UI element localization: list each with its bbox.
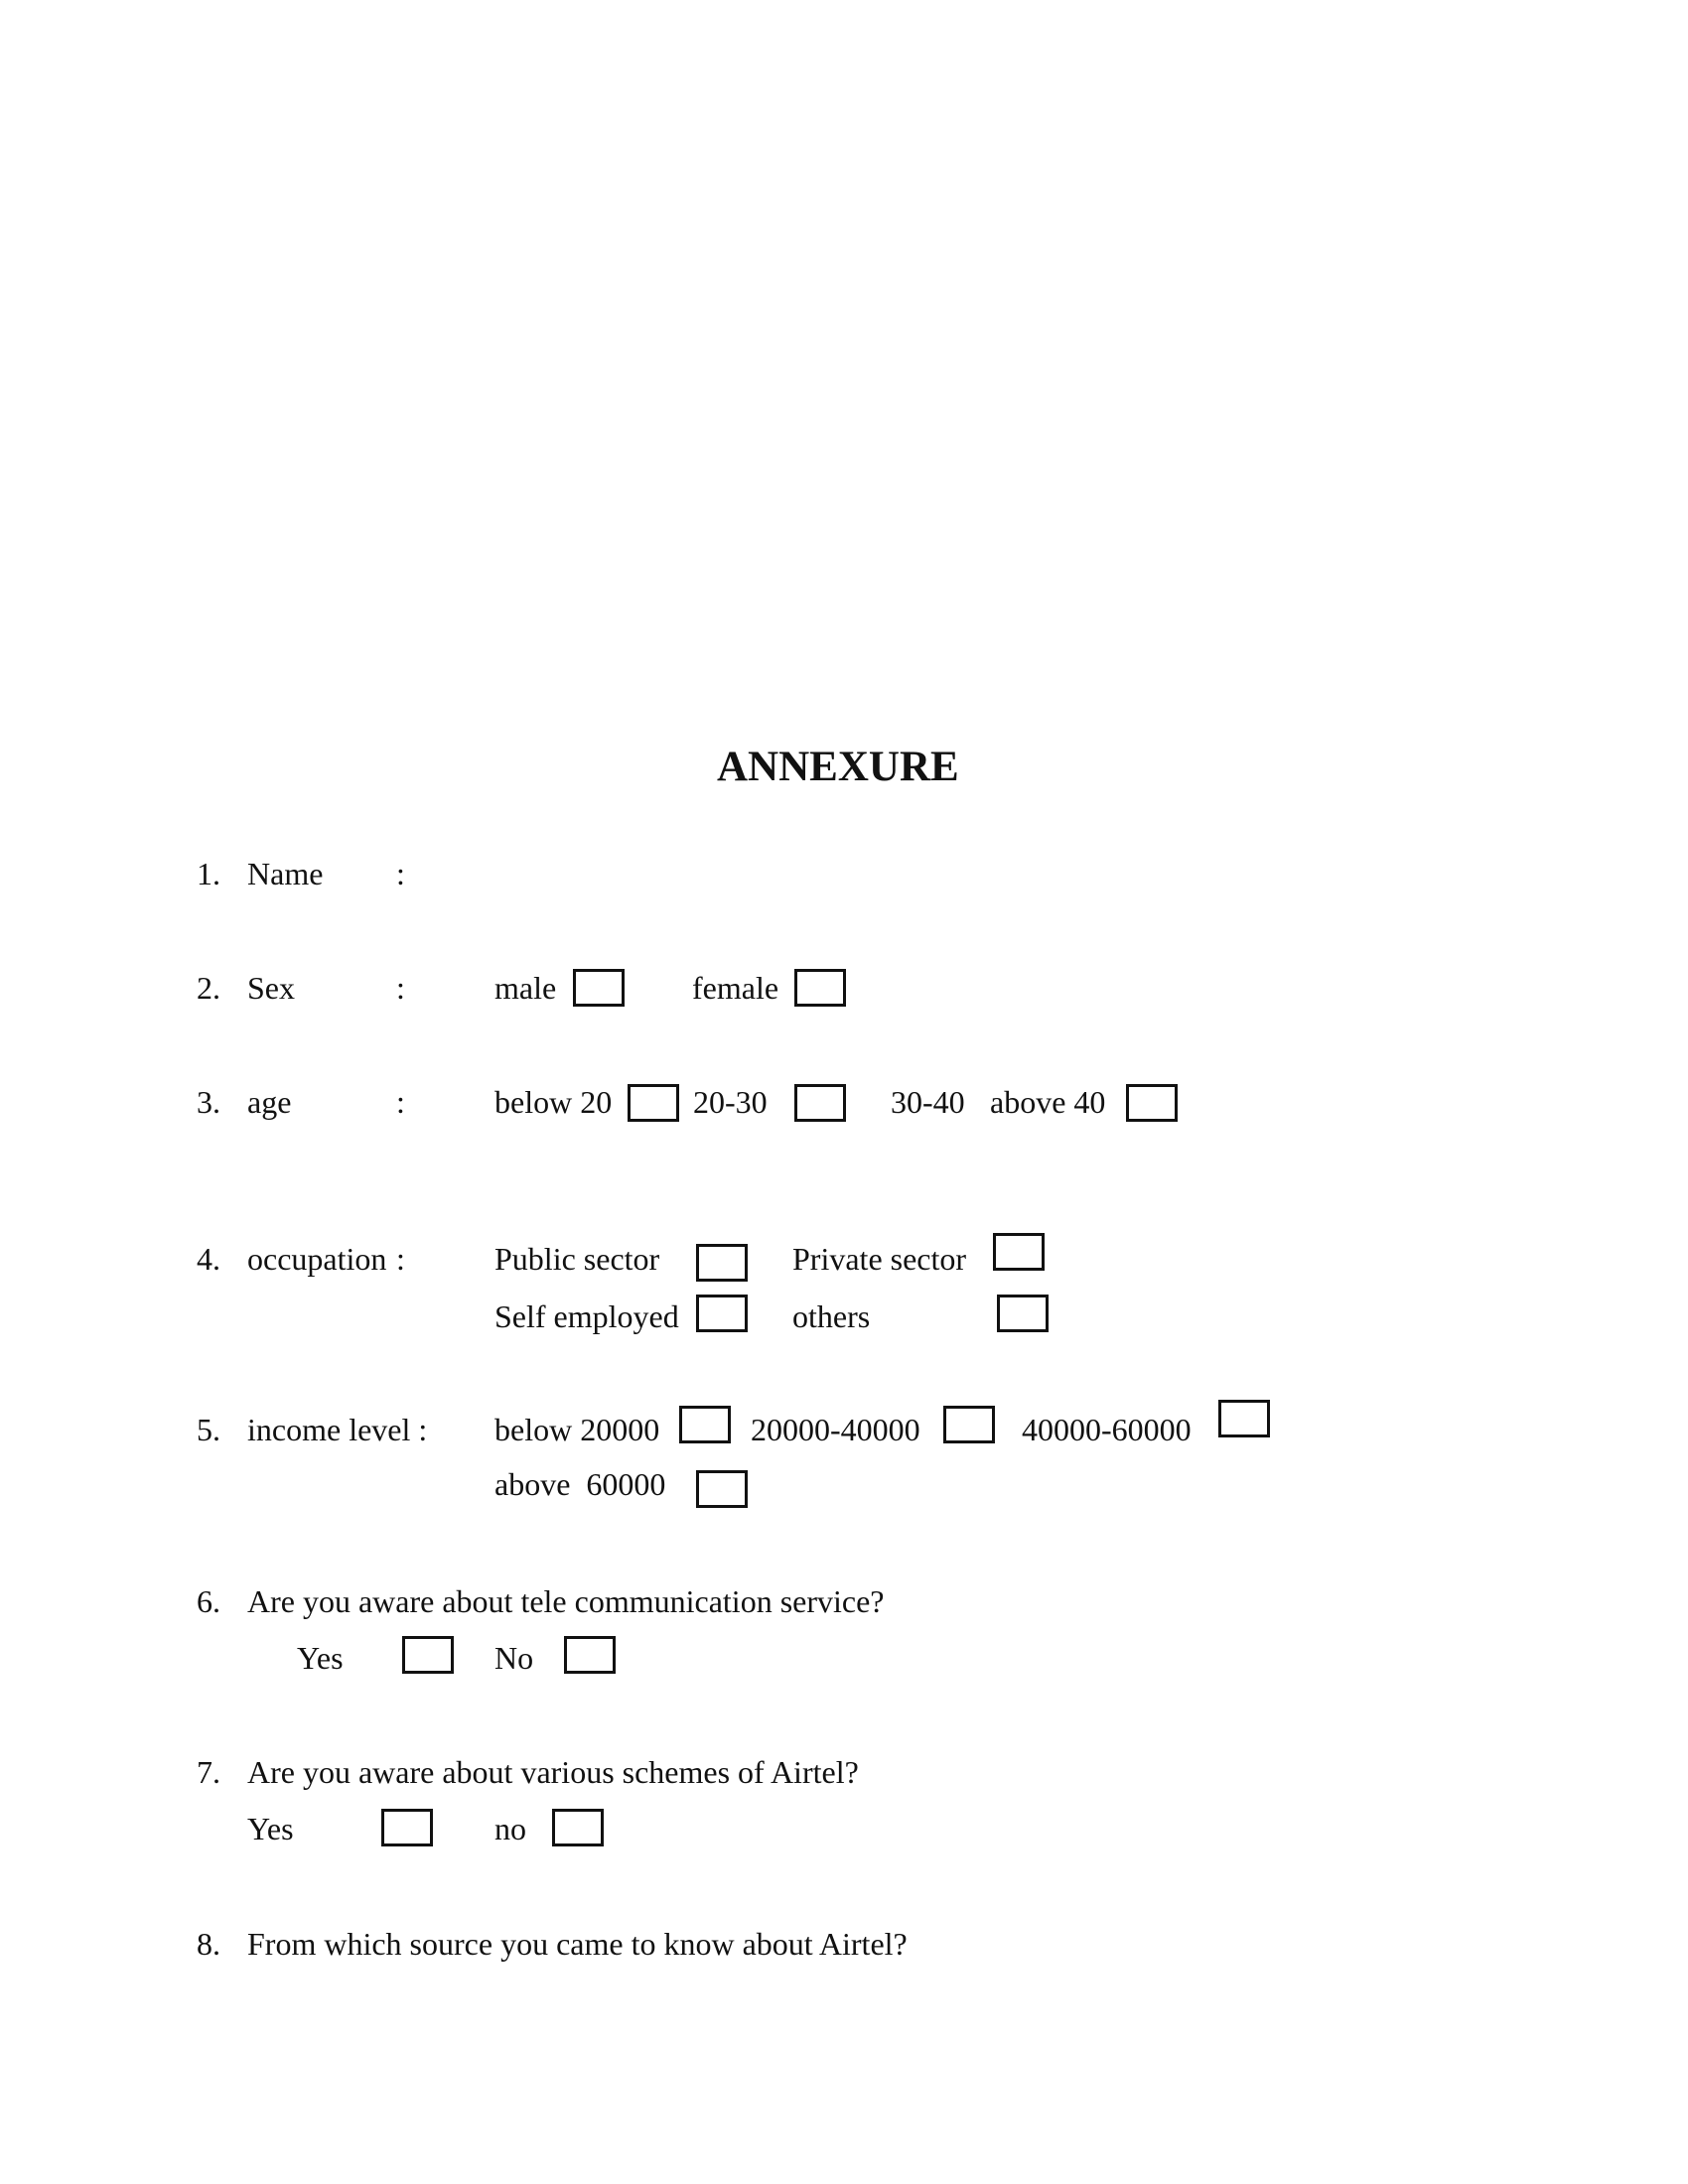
q8-number: 8. (197, 1926, 220, 1962)
q3-option-above-40-label: above 40 (990, 1084, 1106, 1120)
q7-option-yes-label: Yes (247, 1811, 294, 1846)
q3-label: age (247, 1084, 292, 1120)
q5-above-60000-checkbox[interactable] (696, 1470, 748, 1508)
q6-no-checkbox[interactable] (564, 1636, 616, 1674)
q6-yes-checkbox[interactable] (402, 1636, 454, 1674)
q3-option-below-20-label: below 20 (494, 1084, 613, 1120)
q4-self-employed-checkbox[interactable] (696, 1295, 748, 1332)
q2-option-male-label: male (494, 970, 557, 1006)
q5-40000-60000-checkbox[interactable] (1218, 1400, 1270, 1437)
q8-label: From which source you came to know about Airtel? (247, 1926, 908, 1962)
q6-option-yes-label: Yes (297, 1640, 344, 1676)
q4-label: occupation (247, 1241, 387, 1277)
q4-option-private-sector-label: Private sector (792, 1241, 967, 1277)
q2-female-checkbox[interactable] (794, 969, 846, 1007)
q7-option-no-label: no (494, 1811, 526, 1846)
q5-label: income level : (247, 1412, 428, 1447)
q6-option-no-label: No (494, 1640, 534, 1676)
q2-colon: : (396, 970, 405, 1006)
q4-option-public-sector-label: Public sector (494, 1241, 660, 1277)
q6-number: 6. (197, 1583, 220, 1619)
q2-number: 2. (197, 970, 220, 1006)
page-title: ANNEXURE (717, 744, 959, 790)
q2-option-female-label: female (692, 970, 779, 1006)
q4-number: 4. (197, 1241, 220, 1277)
q3-number: 3. (197, 1084, 220, 1120)
q3-below-20-checkbox[interactable] (628, 1084, 679, 1122)
q3-colon: : (396, 1084, 405, 1120)
q4-option-others-label: others (792, 1298, 871, 1334)
q4-colon: : (396, 1241, 405, 1277)
q5-below-20000-checkbox[interactable] (679, 1406, 731, 1443)
q5-option-20000-40000-label: 20000-40000 (751, 1412, 920, 1447)
q4-private-sector-checkbox[interactable] (993, 1233, 1045, 1271)
q4-others-checkbox[interactable] (997, 1295, 1049, 1332)
q3-20-30-checkbox[interactable] (794, 1084, 846, 1122)
q7-number: 7. (197, 1754, 220, 1790)
q5-number: 5. (197, 1412, 220, 1447)
q2-male-checkbox[interactable] (573, 969, 625, 1007)
q2-label: Sex (247, 970, 295, 1006)
q1-colon: : (396, 856, 405, 891)
q7-label: Are you aware about various schemes of Airtel? (247, 1754, 859, 1790)
q5-option-below-20000-label: below 20000 (494, 1412, 660, 1447)
q4-public-sector-checkbox[interactable] (696, 1244, 748, 1282)
q3-option-30-40-label: 30-40 (891, 1084, 965, 1120)
q1-label: Name (247, 856, 324, 891)
q3-above-40-checkbox[interactable] (1126, 1084, 1178, 1122)
q7-yes-checkbox[interactable] (381, 1809, 433, 1846)
q1-number: 1. (197, 856, 220, 891)
q3-option-20-30-label: 20-30 (693, 1084, 768, 1120)
q5-option-above-60000-label: above 60000 (494, 1466, 666, 1502)
q5-20000-40000-checkbox[interactable] (943, 1406, 995, 1443)
q6-label: Are you aware about tele communication service? (247, 1583, 885, 1619)
q4-option-self-employed-label: Self employed (494, 1298, 679, 1334)
q5-option-40000-60000-label: 40000-60000 (1022, 1412, 1192, 1447)
q7-no-checkbox[interactable] (552, 1809, 604, 1846)
